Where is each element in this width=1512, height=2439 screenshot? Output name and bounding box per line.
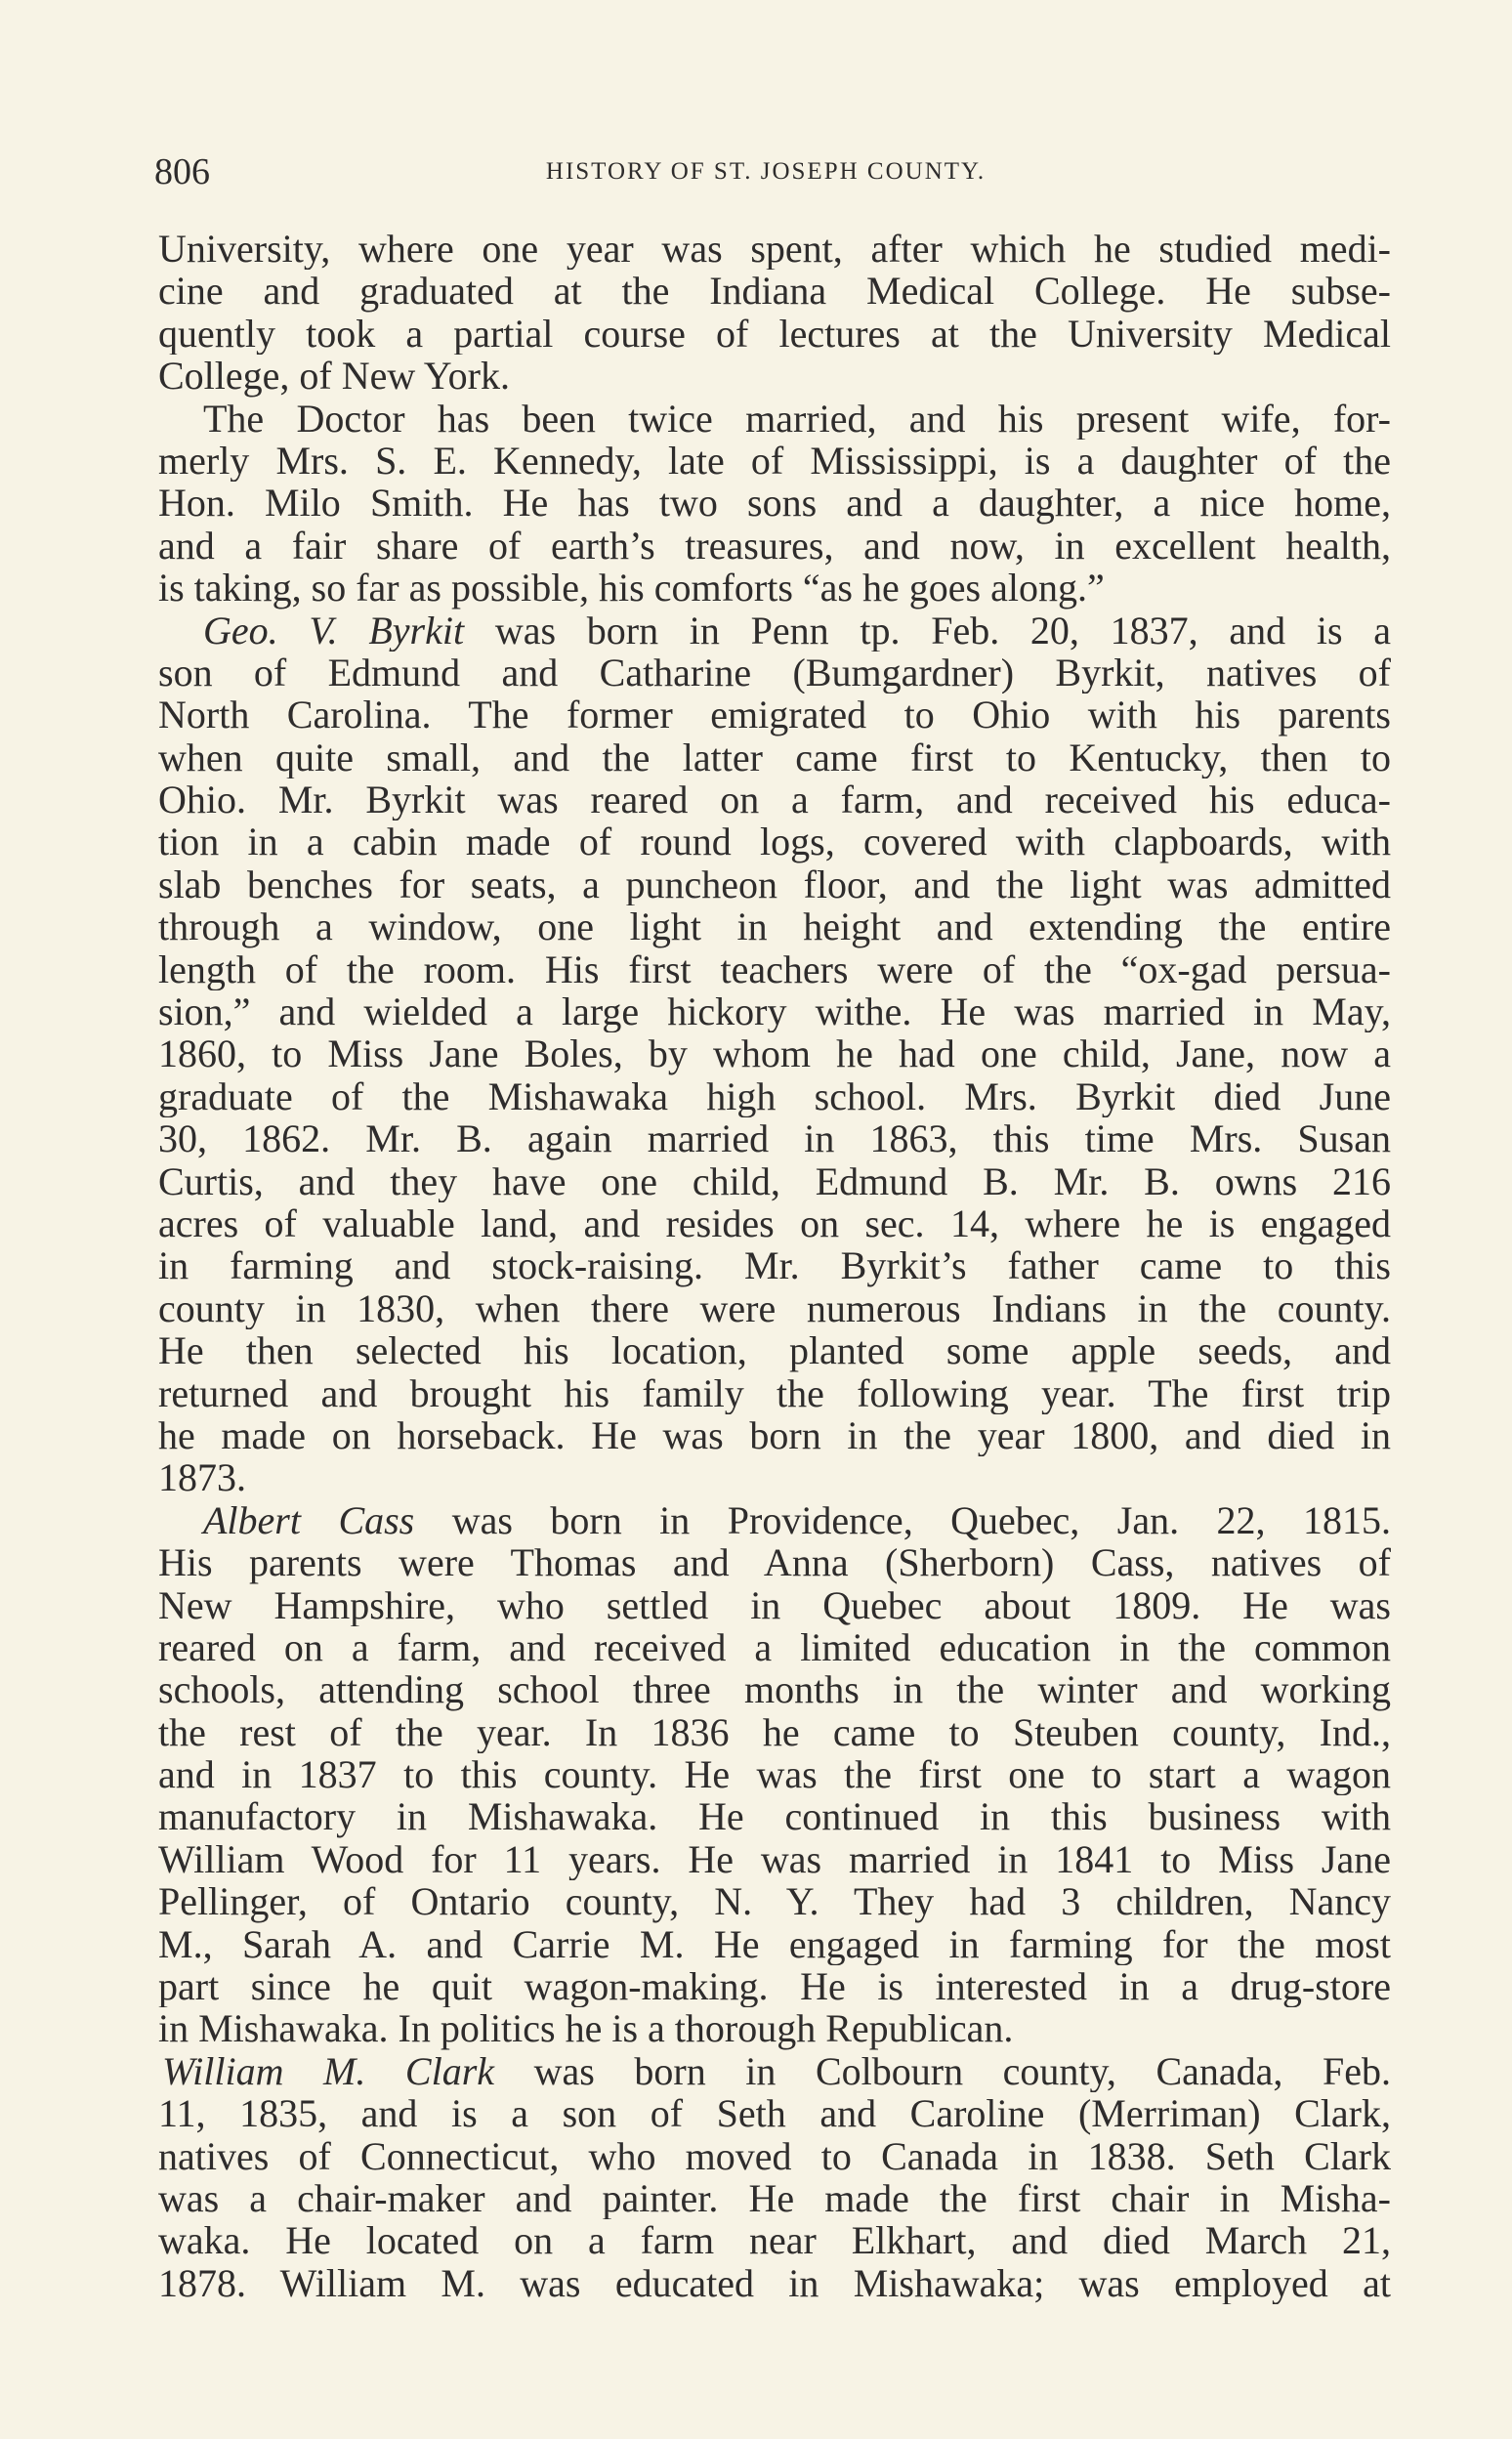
text-line	[158, 2135, 1391, 2177]
text-line	[158, 1372, 1391, 1414]
line-text: was a chair-maker and painter. He made the first chair in Misha-	[158, 2176, 1391, 2220]
line-text: College, of New York.	[158, 355, 510, 398]
line-text: cine and graduated at the Indiana Medical College. He subse-	[158, 270, 1391, 313]
text-line	[158, 610, 1391, 652]
page-number: 806	[154, 151, 210, 192]
line-text: son of Edmund and Catharine (Bumgardner) Byrkit, natives of	[158, 651, 1391, 694]
person-name: William M. Clark	[162, 2049, 495, 2093]
text-line	[158, 2050, 1391, 2092]
text-line	[158, 440, 1391, 482]
line-text: he made on horseback. He was born in the year 1800, and died in	[158, 1413, 1391, 1457]
text-line	[158, 652, 1391, 694]
text-line	[158, 1626, 1391, 1668]
text-line	[158, 1753, 1391, 1795]
line-text: is taking, so far as possible, his comforts “as he goes along.”	[158, 567, 1105, 610]
text-line	[158, 1329, 1391, 1371]
line-text: length of the room. His first teachers were of the “ox-gad persua-	[158, 947, 1391, 991]
line-text: natives of Connecticut, who moved to Canada in 1838. Seth Clark	[158, 2134, 1391, 2177]
text-line	[158, 1541, 1391, 1583]
text-line	[158, 2262, 1391, 2304]
text-line	[158, 1202, 1391, 1244]
text-line	[158, 1117, 1391, 1159]
text-line	[158, 1965, 1391, 2007]
text-line	[158, 905, 1391, 947]
text-line	[158, 313, 1391, 355]
text-line	[158, 1287, 1391, 1329]
text-line	[158, 1584, 1391, 1626]
line-text: merly Mrs. S. E. Kennedy, late of Mississippi, is a daughter of the	[158, 439, 1391, 483]
text-line	[158, 1923, 1391, 1965]
text-line	[158, 270, 1391, 312]
running-title: HISTORY OF ST. JOSEPH COUNTY.	[545, 158, 987, 185]
line-text: reared on a farm, and received a limited education in the common	[158, 1625, 1391, 1669]
line-text: 11, 1835, and is a son of Seth and Caroline (Merriman) Clark,	[158, 2092, 1391, 2135]
text-line	[158, 2007, 1391, 2049]
line-text: schools, attending school three months in the winter and working	[158, 1668, 1391, 1711]
line-text: Pellinger, of Ontario county, N. Y. They had 3 children, Nancy	[158, 1880, 1391, 1923]
line-text: University, where one year was spent, after which he studied medi-	[158, 228, 1391, 271]
line-text: through a window, one light in height and extending the entire	[158, 905, 1391, 948]
line-text: acres of valuable land, and resides on sec. 14, where he is engaged	[158, 1201, 1391, 1245]
person-name: Geo. V. Byrkit	[203, 609, 465, 652]
page-body	[158, 228, 1391, 2304]
text-line	[158, 567, 1391, 609]
paragraph	[158, 610, 1391, 1499]
paragraph	[158, 228, 1391, 398]
line-text: 30, 1862. Mr. B. again married in 1863, this time Mrs. Susan	[158, 1117, 1391, 1160]
text-line	[158, 990, 1391, 1032]
text-line	[158, 1075, 1391, 1117]
line-text: waka. He located on a farm near Elkhart, and died March 21,	[158, 2219, 1391, 2262]
line-text: returned and brought his family the following year. The first trip	[158, 1371, 1391, 1414]
line-text: M., Sarah A. and Carrie M. He engaged in farming for the most	[158, 1922, 1391, 1966]
line-text: He then selected his location, planted some apple seeds, and	[158, 1329, 1391, 1372]
line-text: was born in Penn tp. Feb. 20, 1837, and is a	[464, 609, 1391, 652]
line-text: manufactory in Mishawaka. He continued in this business with	[158, 1795, 1391, 1838]
text-line	[158, 736, 1391, 778]
text-line	[158, 1795, 1391, 1837]
line-text: in farming and stock-raising. Mr. Byrkit’s father came to this	[158, 1244, 1391, 1287]
text-line	[158, 1032, 1391, 1074]
line-text: in Mishawaka. In politics he is a thorough Republican.	[158, 2007, 1014, 2050]
line-text: part since he quit wagon-making. He is interested in a drug-store	[158, 1965, 1391, 2008]
text-line	[158, 398, 1391, 440]
text-line	[158, 1880, 1391, 1922]
text-line	[158, 820, 1391, 862]
text-line	[158, 948, 1391, 990]
line-text: quently took a partial course of lectures at the University Medical	[158, 312, 1391, 356]
text-line	[158, 863, 1391, 905]
line-text: when quite small, and the latter came first to Kentucky, then to	[158, 736, 1391, 779]
text-line	[158, 1414, 1391, 1456]
paragraph	[158, 1499, 1391, 2050]
text-line	[158, 1668, 1391, 1710]
line-text: the rest of the year. In 1836 he came to Steuben county, Ind.,	[158, 1710, 1391, 1754]
line-text: and in 1837 to this county. He was the first one to start a wagon	[158, 1753, 1391, 1796]
text-line	[158, 525, 1391, 567]
text-line	[158, 1838, 1391, 1880]
text-line	[158, 1244, 1391, 1286]
line-text: New Hampshire, who settled in Quebec about 1809. He was	[158, 1583, 1391, 1626]
line-text: tion in a cabin made of round logs, covered with clapboards, with	[158, 820, 1391, 863]
person-name: Albert Cass	[203, 1498, 415, 1542]
line-text: Curtis, and they have one child, Edmund B. Mr. B. owns 216	[158, 1159, 1391, 1202]
line-text: was born in Colbourn county, Canada, Feb.	[494, 2049, 1391, 2093]
line-text: sion,” and wielded a large hickory withe. He was married in May,	[158, 990, 1391, 1033]
line-text: and a fair share of earth’s treasures, and now, in excellent health,	[158, 524, 1391, 568]
text-line	[158, 355, 1391, 397]
line-text: county in 1830, when there were numerous Indians in the county.	[158, 1286, 1391, 1330]
text-line	[158, 2177, 1391, 2219]
text-line	[158, 482, 1391, 524]
line-text: graduate of the Mishawaka high school. Mrs. Byrkit died June	[158, 1074, 1391, 1118]
text-line	[158, 1160, 1391, 1202]
paragraph	[158, 398, 1391, 610]
text-line	[158, 1456, 1391, 1498]
line-text: Hon. Milo Smith. He has two sons and a daughter, a nice home,	[158, 482, 1391, 525]
line-text: The Doctor has been twice married, and his present wife, for-	[203, 397, 1391, 440]
line-text: 1860, to Miss Jane Boles, by whom he had one child, Jane, now a	[158, 1032, 1391, 1075]
line-text: slab benches for seats, a puncheon floor, and the light was admitted	[158, 862, 1391, 906]
text-line	[158, 2219, 1391, 2261]
line-text: 1873.	[158, 1456, 246, 1499]
line-text: was born in Providence, Quebec, Jan. 22, 1815.	[414, 1498, 1391, 1542]
text-line	[158, 778, 1391, 820]
line-text: 1878. William M. was educated in Mishawaka; was employed at	[158, 2261, 1391, 2305]
text-line	[158, 2092, 1391, 2134]
text-line	[158, 694, 1391, 736]
line-text: William Wood for 11 years. He was married in 1841 to Miss Jane	[158, 1837, 1391, 1881]
line-text: North Carolina. The former emigrated to Ohio with his parents	[158, 694, 1391, 736]
text-line	[158, 1499, 1391, 1541]
line-text: Ohio. Mr. Byrkit was reared on a farm, and received his educa-	[158, 778, 1391, 821]
text-line	[158, 228, 1391, 270]
line-text: His parents were Thomas and Anna (Sherborn) Cass, natives of	[158, 1541, 1391, 1584]
paragraph	[158, 2050, 1391, 2304]
text-line	[158, 1711, 1391, 1753]
